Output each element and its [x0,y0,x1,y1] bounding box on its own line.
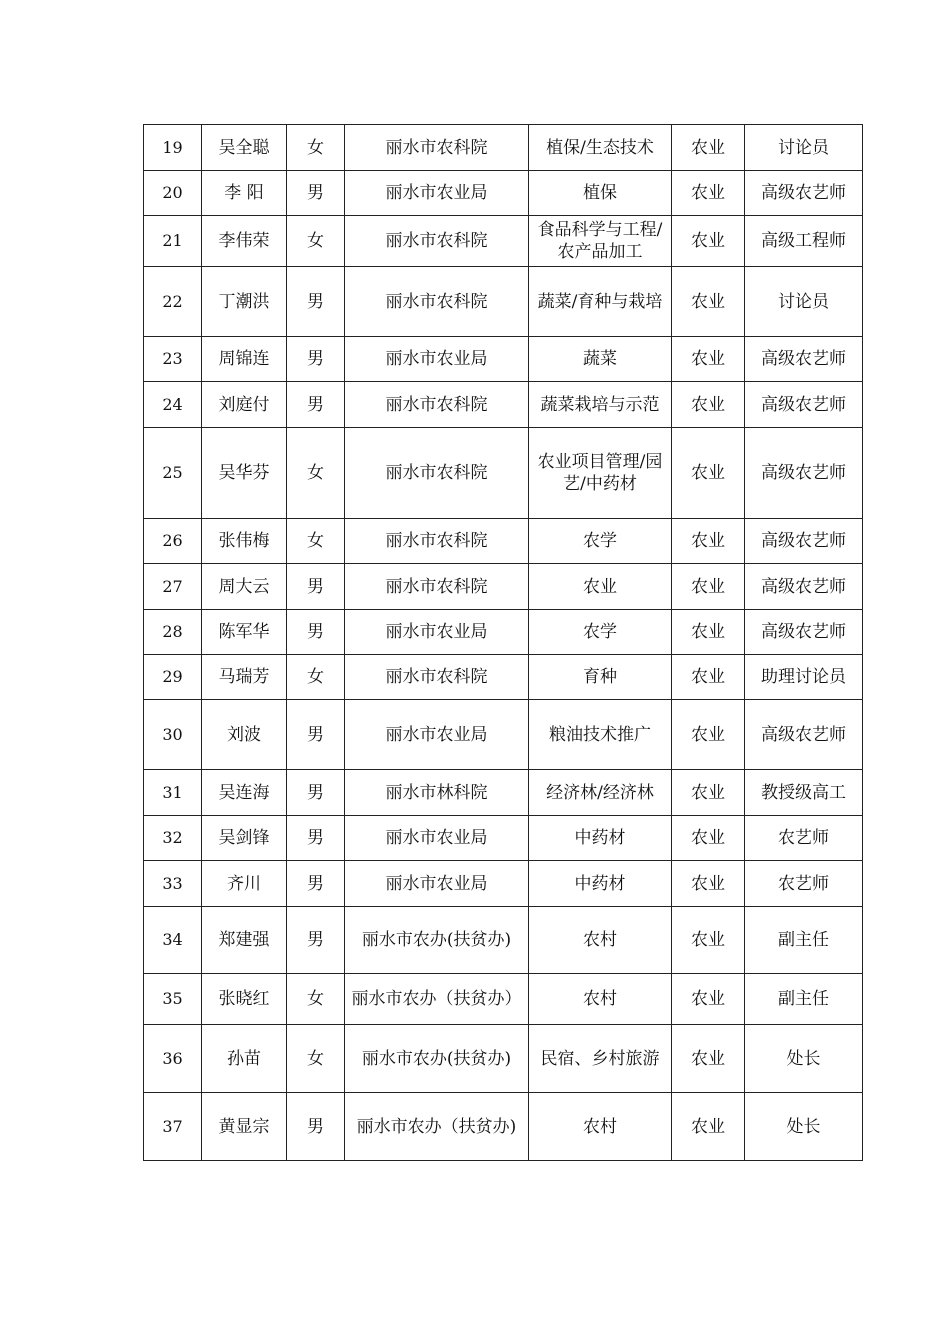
table-row [144,382,863,428]
sector-cell: 农业 [672,1025,745,1093]
work-unit-cell: 丽水市农业局 [345,700,529,770]
work-unit-cell: 丽水市农业局 [345,171,529,216]
specialty-cell: 农业项目管理/园艺/中药材 [529,428,672,519]
specialty-cell: 植保/生态技术 [529,125,672,171]
person-name-cell: 马瑞芳 [202,655,287,700]
row-number-cell: 31 [144,770,202,816]
sector-cell: 农业 [672,216,745,267]
person-name-cell: 李 阳 [202,171,287,216]
work-unit-cell: 丽水市农业局 [345,816,529,861]
row-number-cell: 26 [144,519,202,564]
specialty-cell: 蔬菜 [529,337,672,382]
table-row [144,861,863,907]
specialty-cell: 蔬菜栽培与示范 [529,382,672,428]
specialty-cell: 经济林/经济林 [529,770,672,816]
sector-cell: 农业 [672,700,745,770]
experts-table-body [144,125,863,1161]
person-name-cell: 周锦连 [202,337,287,382]
sector-cell: 农业 [672,974,745,1025]
specialty-cell: 民宿、乡村旅游 [529,1025,672,1093]
row-number-cell: 24 [144,382,202,428]
work-unit-cell: 丽水市林科院 [345,770,529,816]
specialty-cell: 农学 [529,519,672,564]
job-title-cell: 高级农艺师 [745,171,863,216]
row-number-cell: 32 [144,816,202,861]
sector-cell: 农业 [672,337,745,382]
person-name-cell: 刘庭付 [202,382,287,428]
person-name-cell: 吴全聪 [202,125,287,171]
job-title-cell: 讨论员 [745,125,863,171]
table-row [144,610,863,655]
gender-cell: 男 [287,1093,345,1161]
gender-cell: 男 [287,610,345,655]
job-title-cell: 农艺师 [745,861,863,907]
work-unit-cell: 丽水市农科院 [345,428,529,519]
table-row [144,816,863,861]
work-unit-cell: 丽水市农科院 [345,655,529,700]
row-number-cell: 36 [144,1025,202,1093]
job-title-cell: 教授级高工 [745,770,863,816]
gender-cell: 男 [287,337,345,382]
job-title-cell: 高级农艺师 [745,337,863,382]
table-row [144,428,863,519]
table-row [144,267,863,337]
specialty-cell: 食品科学与工程/农产品加工 [529,216,672,267]
row-number-cell: 34 [144,907,202,974]
sector-cell: 农业 [672,861,745,907]
table-row [144,337,863,382]
table-row [144,519,863,564]
job-title-cell: 高级工程师 [745,216,863,267]
specialty-cell: 农业 [529,564,672,610]
table-row [144,125,863,171]
person-name-cell: 张伟梅 [202,519,287,564]
job-title-cell: 处长 [745,1025,863,1093]
gender-cell: 女 [287,519,345,564]
row-number-cell: 35 [144,974,202,1025]
job-title-cell: 副主任 [745,974,863,1025]
row-number-cell: 23 [144,337,202,382]
specialty-cell: 育种 [529,655,672,700]
specialty-cell: 农村 [529,1093,672,1161]
table-row [144,564,863,610]
gender-cell: 男 [287,267,345,337]
work-unit-cell: 丽水市农业局 [345,337,529,382]
sector-cell: 农业 [672,1093,745,1161]
gender-cell: 男 [287,816,345,861]
table-row [144,770,863,816]
person-name-cell: 刘波 [202,700,287,770]
specialty-cell: 粮油技术推广 [529,700,672,770]
work-unit-cell: 丽水市农科院 [345,125,529,171]
person-name-cell: 齐川 [202,861,287,907]
row-number-cell: 33 [144,861,202,907]
gender-cell: 女 [287,655,345,700]
specialty-cell: 中药材 [529,816,672,861]
table-row [144,1025,863,1093]
person-name-cell: 李伟荣 [202,216,287,267]
work-unit-cell: 丽水市农业局 [345,610,529,655]
row-number-cell: 25 [144,428,202,519]
row-number-cell: 37 [144,1093,202,1161]
table-row [144,1093,863,1161]
row-number-cell: 19 [144,125,202,171]
row-number-cell: 30 [144,700,202,770]
sector-cell: 农业 [672,907,745,974]
sector-cell: 农业 [672,267,745,337]
gender-cell: 男 [287,770,345,816]
specialty-cell: 中药材 [529,861,672,907]
work-unit-cell: 丽水市农科院 [345,564,529,610]
job-title-cell: 农艺师 [745,816,863,861]
job-title-cell: 高级农艺师 [745,564,863,610]
sector-cell: 农业 [672,655,745,700]
sector-cell: 农业 [672,382,745,428]
gender-cell: 男 [287,861,345,907]
experts-table [143,124,863,1161]
sector-cell: 农业 [672,171,745,216]
sector-cell: 农业 [672,610,745,655]
person-name-cell: 陈军华 [202,610,287,655]
person-name-cell: 张晓红 [202,974,287,1025]
person-name-cell: 吴剑锋 [202,816,287,861]
person-name-cell: 周大云 [202,564,287,610]
sector-cell: 农业 [672,428,745,519]
person-name-cell: 丁潮洪 [202,267,287,337]
job-title-cell: 助理讨论员 [745,655,863,700]
person-name-cell: 吴华芬 [202,428,287,519]
work-unit-cell: 丽水市农科院 [345,519,529,564]
job-title-cell: 高级农艺师 [745,428,863,519]
gender-cell: 男 [287,700,345,770]
gender-cell: 男 [287,171,345,216]
table-row [144,700,863,770]
specialty-cell: 蔬菜/育种与栽培 [529,267,672,337]
work-unit-cell: 丽水市农办（扶贫办) [345,1093,529,1161]
work-unit-cell: 丽水市农办(扶贫办) [345,907,529,974]
row-number-cell: 22 [144,267,202,337]
row-number-cell: 27 [144,564,202,610]
table-row [144,171,863,216]
specialty-cell: 农村 [529,974,672,1025]
person-name-cell: 孙苗 [202,1025,287,1093]
sector-cell: 农业 [672,125,745,171]
sector-cell: 农业 [672,770,745,816]
job-title-cell: 高级农艺师 [745,610,863,655]
job-title-cell: 副主任 [745,907,863,974]
job-title-cell: 高级农艺师 [745,700,863,770]
row-number-cell: 29 [144,655,202,700]
sector-cell: 农业 [672,816,745,861]
work-unit-cell: 丽水市农办(扶贫办) [345,1025,529,1093]
specialty-cell: 农村 [529,907,672,974]
table-row [144,655,863,700]
work-unit-cell: 丽水市农科院 [345,216,529,267]
job-title-cell: 高级农艺师 [745,519,863,564]
specialty-cell: 植保 [529,171,672,216]
work-unit-cell: 丽水市农科院 [345,382,529,428]
gender-cell: 男 [287,382,345,428]
job-title-cell: 高级农艺师 [745,382,863,428]
gender-cell: 女 [287,125,345,171]
sector-cell: 农业 [672,519,745,564]
specialty-cell: 农学 [529,610,672,655]
gender-cell: 女 [287,216,345,267]
row-number-cell: 21 [144,216,202,267]
person-name-cell: 黄显宗 [202,1093,287,1161]
work-unit-cell: 丽水市农业局 [345,861,529,907]
gender-cell: 男 [287,907,345,974]
sector-cell: 农业 [672,564,745,610]
table-row [144,974,863,1025]
row-number-cell: 28 [144,610,202,655]
gender-cell: 女 [287,428,345,519]
person-name-cell: 吴连海 [202,770,287,816]
gender-cell: 女 [287,1025,345,1093]
job-title-cell: 处长 [745,1093,863,1161]
table-row [144,216,863,267]
person-name-cell: 郑建强 [202,907,287,974]
table-row [144,907,863,974]
gender-cell: 男 [287,564,345,610]
work-unit-cell: 丽水市农科院 [345,267,529,337]
work-unit-cell: 丽水市农办（扶贫办） [345,974,529,1025]
job-title-cell: 讨论员 [745,267,863,337]
gender-cell: 女 [287,974,345,1025]
row-number-cell: 20 [144,171,202,216]
